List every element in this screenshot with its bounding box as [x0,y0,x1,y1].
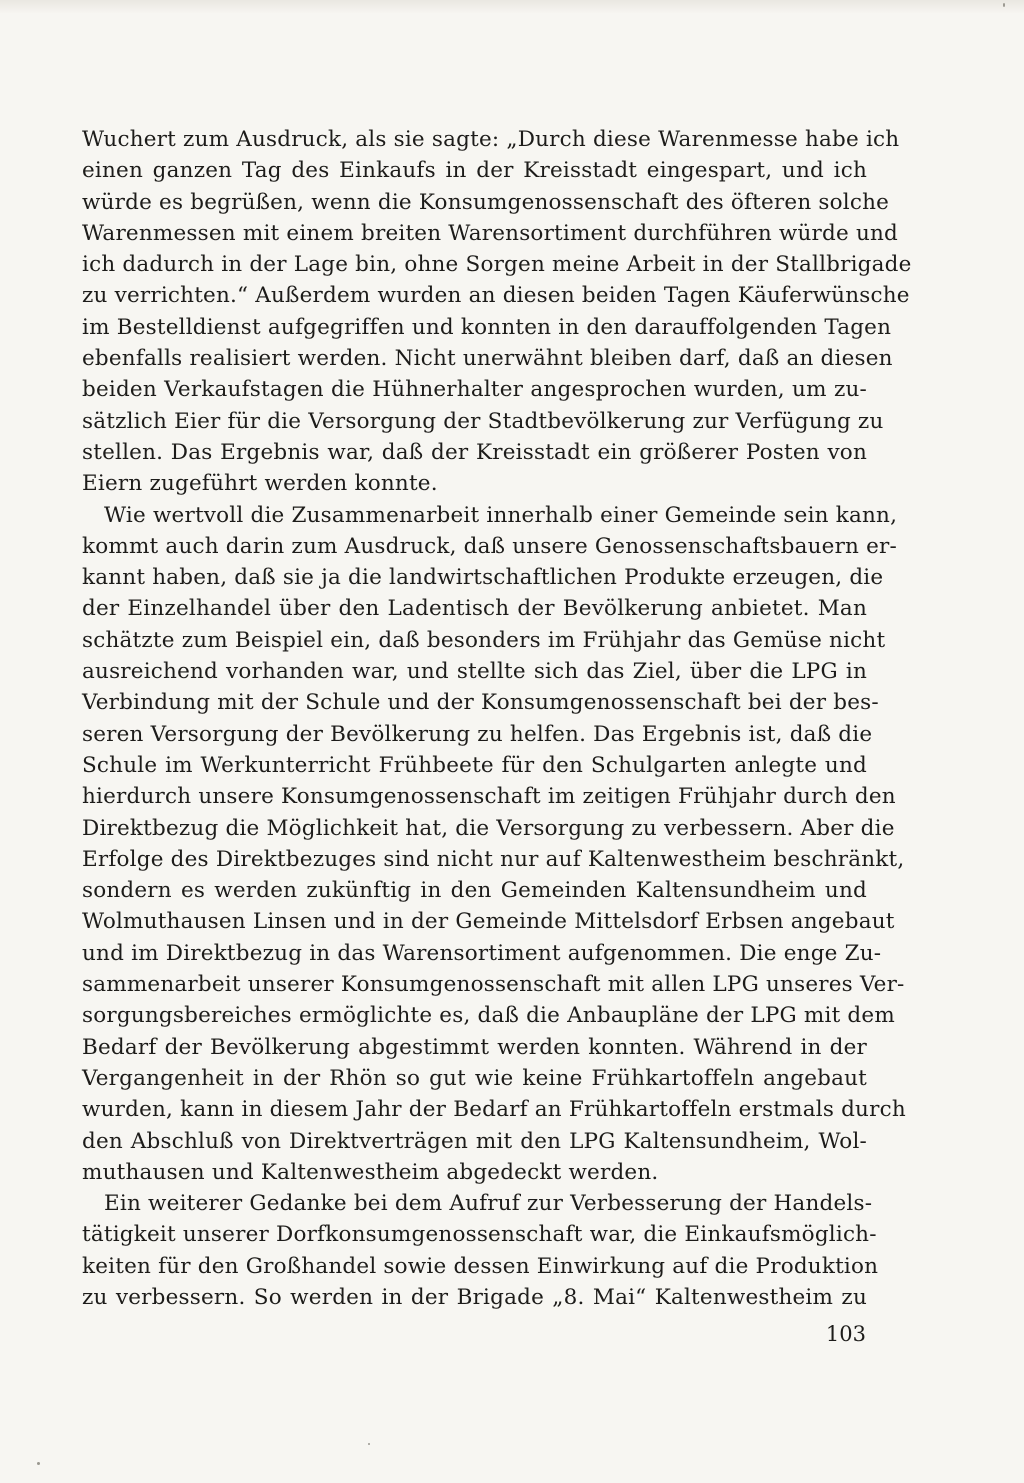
text-line: schätzte zum Beispiel ein, daß besonders im Frühjahr das Gemüse nicht [82,627,886,653]
text-line: Wolmuthausen Linsen und in der Gemeinde Mittelsdorf Erbsen angebaut [82,909,895,935]
text-line: Bedarf der Bevölkerung abgestimmt werden konnten. Während in der [82,1034,867,1060]
text-line: hierdurch unsere Konsumgenossenschaft im zeitigen Frühjahr durch den [82,784,896,810]
text-line: im Bestelldienst aufgegriffen und konnten in den darauffolgenden Tagen [82,314,892,340]
text-line: wurden, kann in diesem Jahr der Bedarf an Frühkartoffeln erstmals durch [82,1097,906,1123]
text-line: Verbindung mit der Schule und der Konsumgenossenschaft bei der bes- [82,690,879,716]
scan-speck [1003,3,1005,7]
text-line: kommt auch darin zum Ausdruck, daß unsere Genossenschaftsbauern er- [82,533,897,559]
text-line: kannt haben, daß sie ja die landwirtschaftlichen Produkte erzeugen, die [82,565,884,591]
text-line: Wie wertvoll die Zusammenarbeit innerhalb einer Gemeinde sein kann, [104,502,898,528]
scan-speck [37,1462,40,1465]
text-line: zu verrichten.“ Außerdem wurden an diesen beiden Tagen Käuferwünsche [82,283,910,309]
text-line: sammenarbeit unserer Konsumgenossenschaft mit allen LPG unseres Ver- [82,972,905,998]
text-line: Wuchert zum Ausdruck, als sie sagte: „Durch diese Warenmesse habe ich [82,127,900,152]
text-line: Ein weiterer Gedanke bei dem Aufruf zur Verbesserung der Handels- [104,1191,873,1217]
text-line: den Abschluß von Direktverträgen mit den LPG Kaltensundheim, Wol- [82,1128,867,1154]
text-line: sorgungsbereiches ermöglichte es, daß die Anbaupläne der LPG mit dem [82,1003,895,1029]
text-line: würde es begrüßen, wenn die Konsumgenossenschaft des öfteren solche [82,189,890,215]
text-line: stellen. Das Ergebnis war, daß der Kreisstadt ein größerer Posten von [82,439,867,465]
text-line: Eiern zugeführt werden konnte. [82,471,438,497]
text-line: und im Direktbezug in das Warensortiment aufgenommen. Die enge Zu- [82,940,882,966]
text-line: muthausen und Kaltenwestheim abgedeckt werden. [82,1159,659,1185]
text-line: Erfolge des Direktbezuges sind nicht nur auf Kaltenwestheim beschränkt, [82,846,905,872]
text-line: ich dadurch in der Lage bin, ohne Sorgen meine Arbeit in der Stallbrigade [82,252,912,278]
page-number: 103 [825,1322,866,1346]
text-line: Direktbezug die Möglichkeit hat, die Versorgung zu verbessern. Aber die [82,815,895,841]
text-line: sätzlich Eier für die Versorgung der Stadtbevölkerung zur Verfügung zu [82,408,884,434]
text-line: tätigkeit unserer Dorfkonsumgenossenschaft war, die Einkaufsmöglich- [82,1222,877,1248]
body-text [82,124,912,1313]
text-line: einen ganzen Tag des Einkaufs in der Kreisstadt eingespart, und ich [82,158,867,184]
text-line: keiten für den Großhandel sowie dessen Einwirkung auf die Produktion [82,1253,879,1279]
text-line: zu verbessern. So werden in der Brigade „8. Mai“ Kaltenwestheim zu [82,1284,867,1310]
text-line: ausreichend vorhanden war, und stellte sich das Ziel, über die LPG in [82,659,867,685]
text-line: beiden Verkaufstagen die Hühnerhalter angesprochen wurden, um zu- [82,377,867,403]
text-line: ebenfalls realisiert werden. Nicht unerwähnt bleiben darf, daß an diesen [82,346,893,372]
text-line: seren Versorgung der Bevölkerung zu helfen. Das Ergebnis ist, daß die [82,721,873,747]
text-line: Schule im Werkunterricht Frühbeete für den Schulgarten anlegte und [82,752,867,778]
scan-edge [0,0,1024,14]
text-line: Warenmessen mit einem breiten Warensortiment durchführen würde und [82,220,899,246]
text-line: Vergangenheit in der Rhön so gut wie keine Frühkartoffeln angebaut [82,1065,867,1091]
scan-speck [368,1443,370,1445]
text-line: der Einzelhandel über den Ladentisch der Bevölkerung anbietet. Man [82,596,867,622]
text-line: sondern es werden zukünftig in den Gemeinden Kaltensundheim und [82,878,867,904]
